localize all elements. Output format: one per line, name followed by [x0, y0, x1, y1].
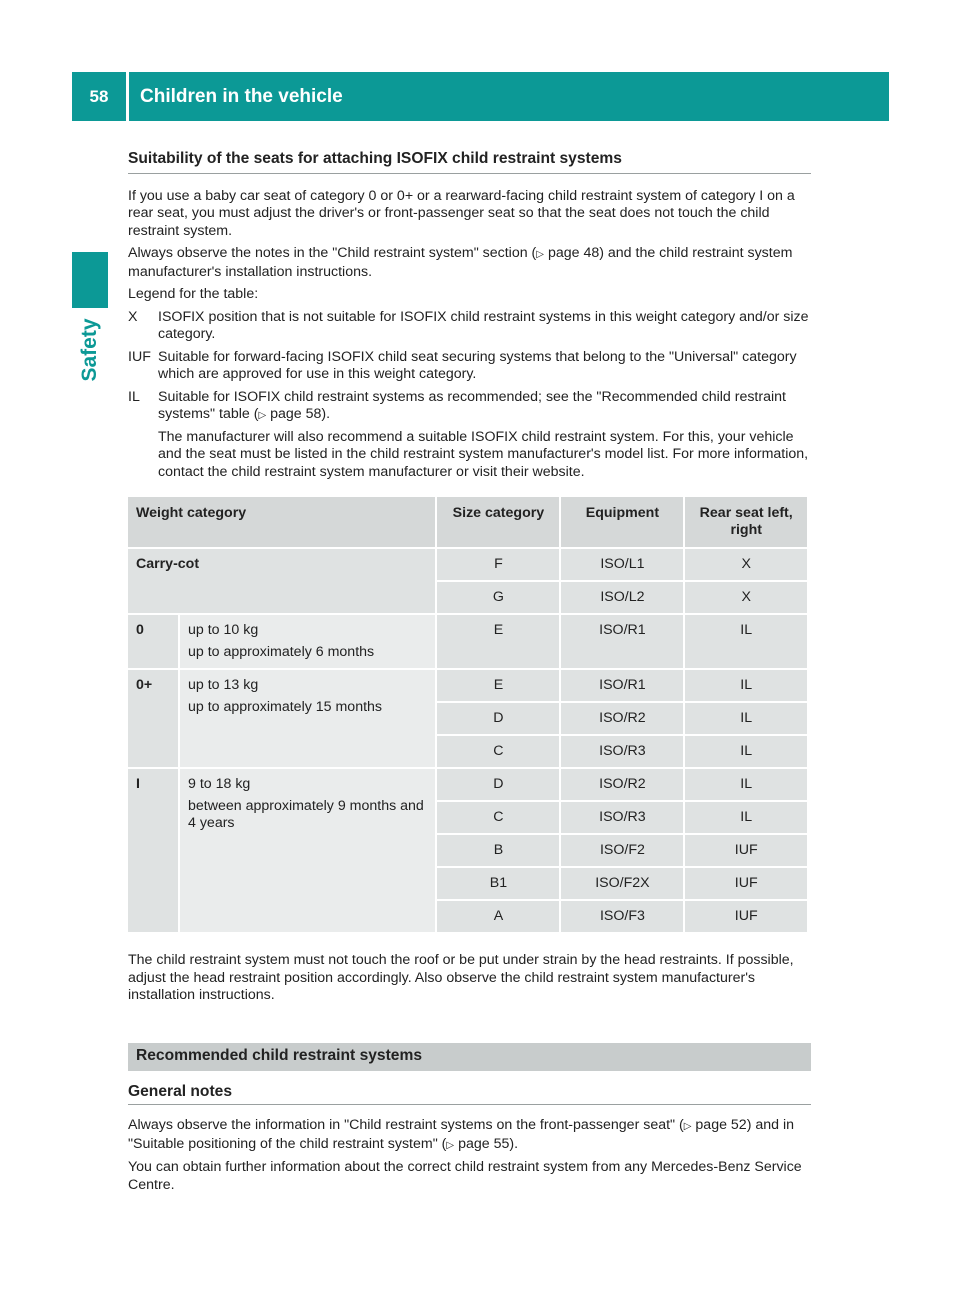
header-divider [126, 72, 129, 121]
header-rear-seat: Rear seat left, right [685, 497, 807, 547]
table-row: A ISO/F3 IUF [128, 901, 807, 932]
table-row: B ISO/F2 IUF [128, 835, 807, 866]
service-centre-paragraph: You can obtain further information about the correct child restraint system from any Mercedes-Benz Service Centre. [128, 1159, 802, 1193]
table-row: 0+ up to 13 kg up to approximately 15 months E ISO/R1 IL [128, 670, 807, 701]
general-notes-paragraph: Always observe the information in "Child restraint systems on the front-passenger seat" (▷ page 52) and in "Suitable positioning of the child restraint system" (▷ page 55). [128, 1117, 795, 1152]
category-1: I [128, 769, 178, 932]
category-0-description: up to 10 kg up to approximately 6 months [180, 615, 435, 668]
section-title: Suitability of the seats for attaching ISOFIX child restraint systems [128, 150, 811, 174]
table-row: G ISO/L2 X [128, 582, 807, 613]
page-ref-arrow-icon: ▷ [258, 410, 267, 421]
category-0plus: 0+ [128, 670, 178, 767]
header-weight-category: Weight category [128, 497, 435, 547]
category-carrycot: Carry-cot [128, 549, 435, 613]
table-header-row [128, 497, 807, 547]
side-tab-label [72, 310, 108, 390]
side-tab-marker [72, 252, 108, 308]
recommended-section-title: Recommended child restraint systems [128, 1043, 811, 1071]
legend-item-x: X ISOFIX position that is not suitable for ISOFIX child restraint systems in this weight category and/or size category. [128, 308, 809, 342]
general-notes-heading: General notes [128, 1071, 811, 1106]
table-row: I 9 to 18 kg between approximately 9 months and 4 years D ISO/R2 IL [128, 769, 807, 800]
category-0plus-description: up to 13 kg up to approximately 15 months [180, 670, 435, 767]
page-ref-arrow-icon: ▷ [536, 249, 544, 260]
legend-item-iuf: IUF Suitable for forward-facing ISOFIX child seat securing systems that belong to the "Universal" category which are approved for use in this weight category. [128, 348, 797, 382]
page-content [128, 150, 811, 1199]
legend-item-il: IL Suitable for ISOFIX child restraint systems as recommended; see the "Recommended child restraint systems" table (▷ page 58). The manufacturer will also recommend a suitable ISOFIX child restraint system. For this, your vehicle and the seat must be listed in the child restraint system manufacturer's model list. For more information, contact the child restraint system manufacturer or visit their website. [128, 388, 809, 480]
table-row: C ISO/R3 IL [128, 802, 807, 833]
page-header [72, 72, 889, 121]
section-label: Safety [78, 318, 101, 382]
page-ref-arrow-icon: ▷ [683, 1121, 692, 1132]
head-restraint-note: The child restraint system must not touch the roof or be put under strain by the head restraints. If possible, adjust the head restraint position accordingly. Also observe the child restraint system manufacturer's installation instructions. [128, 952, 794, 1003]
header-size-category: Size category [437, 497, 559, 547]
notes-paragraph: Always observe the notes in the "Child restraint system" section (▷ page 48) and the child restraint system manufacturer's installation instructions. [128, 245, 793, 280]
category-0: 0 [128, 615, 178, 668]
header-equipment: Equipment [561, 497, 683, 547]
table-row: 0 up to 10 kg up to approximately 6 months E ISO/R1 IL [128, 615, 807, 668]
category-1-description: 9 to 18 kg between approximately 9 months and 4 years [180, 769, 435, 932]
table-row: B1 ISO/F2X IUF [128, 868, 807, 899]
table-row: C ISO/R3 IL [128, 736, 807, 767]
isofix-suitability-table [126, 495, 809, 934]
table-row: D ISO/R2 IL [128, 703, 807, 734]
chapter-title: Children in the vehicle [140, 85, 343, 107]
page-ref-arrow-icon: ▷ [446, 1139, 455, 1151]
intro-paragraph: If you use a baby car seat of category 0 or 0+ or a rearward-facing child restraint system of category I on a rear seat, you must adjust the driver's or front-passenger seat so that the seat does not touch the child restraint system. [128, 187, 795, 239]
legend-intro: Legend for the table: [128, 286, 259, 302]
page-number: 58 [89, 86, 109, 106]
table-row: Carry-cot F ISO/L1 X [128, 549, 807, 580]
